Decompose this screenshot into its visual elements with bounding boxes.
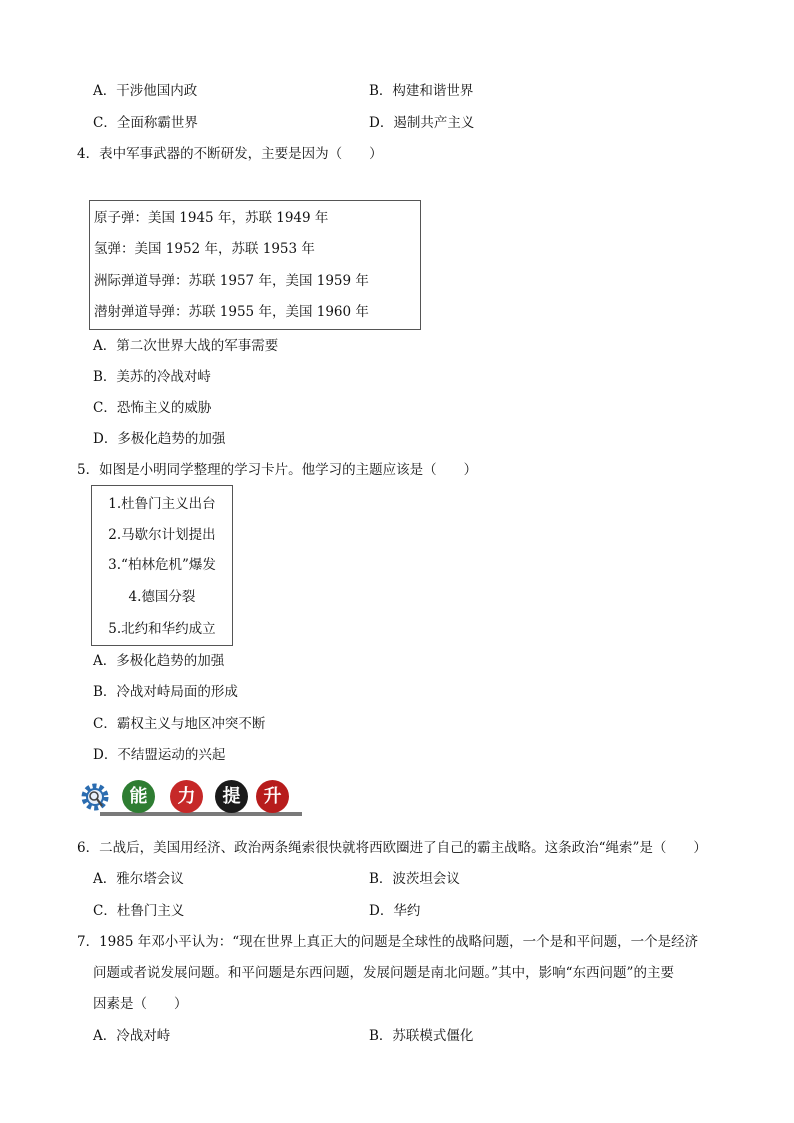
banner-char-4: 升: [256, 780, 289, 813]
q6-option-a[interactable]: A．雅尔塔会议: [93, 871, 184, 887]
q4-option-b[interactable]: B．美苏的冷战对峙: [93, 369, 211, 385]
q3-option-d[interactable]: D．遏制共产主义: [369, 115, 475, 131]
q7-stem-line-1: 7．1985 年邓小平认为：“现在世界上真正大的问题是全球性的战略问题，一个是和平问题，一个是经济: [77, 934, 699, 950]
q3-option-c[interactable]: C．全面称霸世界: [93, 115, 198, 131]
q7-option-a[interactable]: A．冷战对峙: [93, 1028, 171, 1044]
q5-option-c[interactable]: C．霸权主义与地区冲突不断: [93, 716, 266, 732]
q5-card-item-1: 1.杜鲁门主义出台: [108, 496, 216, 512]
q4-table-row-hydrogen: 氢弹：美国 1952 年，苏联 1953 年: [94, 241, 315, 257]
q7-stem-line-2: 问题或者说发展问题。和平问题是东西问题，发展问题是南北问题。”其中，影响“东西问题”的主要: [93, 965, 674, 981]
q4-table-row-icbm: 洲际弹道导弹：苏联 1957 年，美国 1959 年: [94, 273, 369, 289]
q4-option-a[interactable]: A．第二次世界大战的军事需要: [93, 338, 279, 354]
banner-char-1: 能: [122, 780, 155, 813]
q6-option-d[interactable]: D．华约: [369, 903, 421, 919]
q3-option-a[interactable]: A．干涉他国内政: [93, 83, 198, 99]
q7-option-b[interactable]: B．苏联模式僵化: [369, 1028, 474, 1044]
q5-study-card: [91, 485, 233, 646]
q5-option-b[interactable]: B．冷战对峙局面的形成: [93, 684, 238, 700]
q3-option-b[interactable]: B．构建和谐世界: [369, 83, 474, 99]
q5-option-a[interactable]: A．多极化趋势的加强: [93, 653, 225, 669]
gear-magnifier-icon: [80, 782, 110, 812]
q5-option-d[interactable]: D．不结盟运动的兴起: [93, 747, 226, 763]
q4-table-row-slbm: 潜射弹道导弹：苏联 1955 年，美国 1960 年: [94, 304, 369, 320]
q4-option-d[interactable]: D．多极化趋势的加强: [93, 431, 226, 447]
ability-boost-banner: [80, 778, 300, 818]
q6-stem: 6．二战后，美国用经济、政治两条绳索很快就将西欧圈进了自己的霸主战略。这条政治“绳索”是（ ）: [77, 840, 707, 856]
q5-card-item-2: 2.马歇尔计划提出: [108, 527, 216, 543]
q4-option-c[interactable]: C．恐怖主义的威胁: [93, 400, 212, 416]
q5-card-item-5: 5.北约和华约成立: [108, 621, 216, 637]
banner-char-2: 力: [170, 780, 203, 813]
q7-stem-line-3: 因素是（ ）: [93, 996, 188, 1012]
q5-card-item-3: 3.“柏林危机”爆发: [108, 557, 216, 573]
q6-option-c[interactable]: C．杜鲁门主义: [93, 903, 185, 919]
q4-stem: 4．表中军事武器的不断研发，主要是因为（ ）: [77, 146, 383, 162]
banner-char-3: 提: [215, 780, 248, 813]
q6-option-b[interactable]: B．波茨坦会议: [369, 871, 460, 887]
q4-weapons-table: [89, 200, 421, 330]
q5-stem: 5．如图是小明同学整理的学习卡片。他学习的主题应该是（ ）: [77, 462, 478, 478]
q5-card-item-4: 4.德国分裂: [128, 589, 196, 605]
q4-table-row-atomic: 原子弹：美国 1945 年，苏联 1949 年: [94, 210, 329, 226]
